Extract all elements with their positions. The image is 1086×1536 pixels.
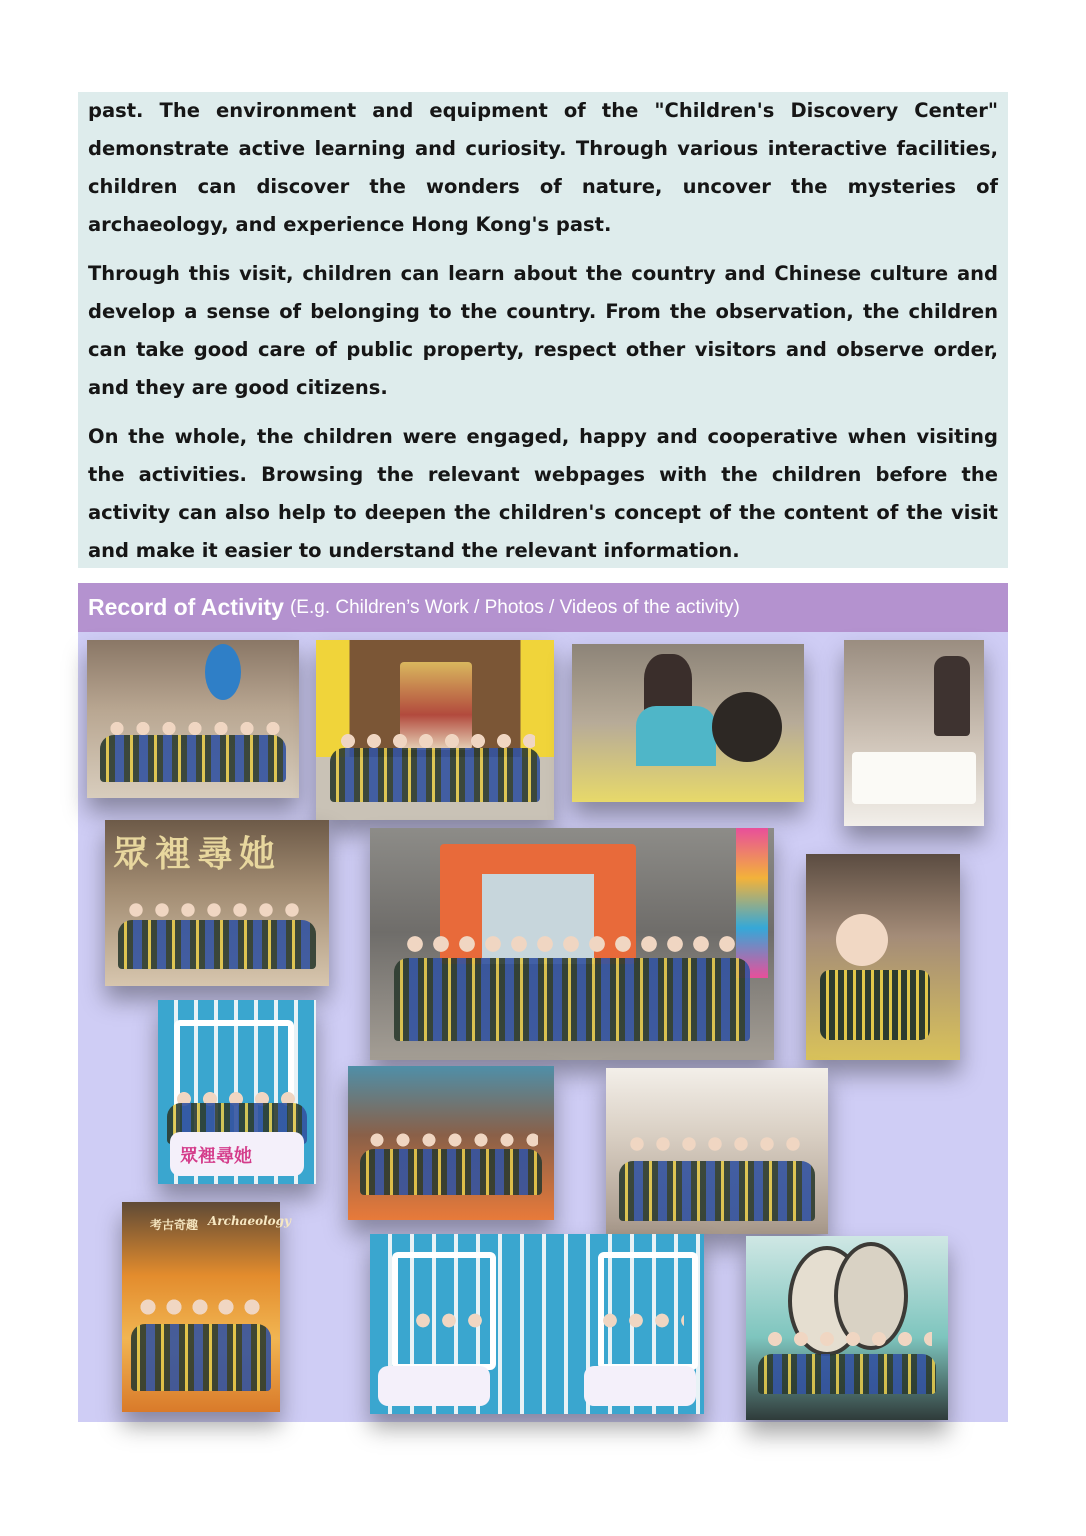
photo-archaeology-zone: [122, 1202, 292, 1412]
paragraph-culture-belonging: Through this visit, children can learn about the country and Chinese culture and develop a sense of belonging to the country. From the observation, the children can take good care of public property, respect other visitors and observe order, and they are good citizens.: [88, 262, 998, 399]
record-subtitle: (E.g. Children’s Work / Photos / Videos of the activity): [289, 596, 740, 618]
photo-children-holding-items: [606, 1068, 828, 1234]
record-of-activity-header: [78, 583, 1008, 632]
frame-caption-sign: 眾裡尋她: [180, 1146, 252, 1167]
photo-sedan-chair-exhibit: [316, 640, 554, 820]
photo-exhibition-entrance: [105, 820, 329, 986]
photo-teacher-with-children: [572, 644, 804, 802]
photo-collage: [78, 632, 1008, 1422]
paragraph-overall-reflection: On the whole, the children were engaged, happy and cooperative when visiting the activities. Browsing the relevant webpages with the children before the activity can also help to deepen the children's concept of the content of the visit and make it easier to understand the relevant information.: [88, 425, 998, 562]
photo-activity-table: [844, 640, 984, 826]
photo-double-frame-wall: [370, 1234, 704, 1414]
archaeology-cn-sign: 考古奇趣: [150, 1218, 199, 1232]
exhibition-title-sign: 眾裡尋她: [113, 833, 282, 875]
photo-round-window-exhibit: [746, 1236, 948, 1420]
photo-discovery-room: [348, 1066, 554, 1220]
photo-museum-entrance-group: [370, 828, 774, 1060]
photo-instagram-frame-wall: [158, 1000, 316, 1184]
archaeology-en-sign: Archaeology: [208, 1214, 292, 1228]
paragraph-discovery-center: past. The environment and equipment of the "Children's Discovery Center" demonstrate active learning and curiosity. Through various interactive facilities, children can discover the wonders of nature, uncover the mysteries of archaeology, and experience Hong Kong's past.: [88, 99, 998, 236]
photo-group-lobby: [87, 640, 299, 798]
record-title: Record of Activity: [88, 594, 284, 620]
report-text-box: [78, 92, 1008, 568]
photo-children-worksheet: [806, 854, 960, 1060]
